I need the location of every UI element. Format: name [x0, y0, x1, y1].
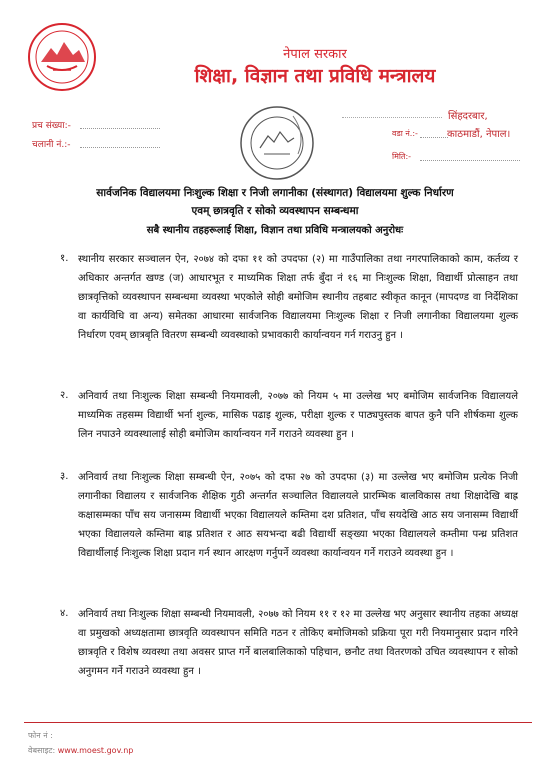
subject-line-1: सार्वजनिक विद्यालयमा निःशुल्क शिक्षा र निजी लगानीका (संस्थागत) विद्यालयमा शुल्क निर्धारण: [96, 187, 454, 199]
dispatch-number-label: चलानी नं.:-: [32, 140, 71, 150]
paragraph-number: ४.: [60, 608, 69, 619]
footer-divider: [24, 722, 532, 723]
address-label: [342, 112, 442, 120]
website-link[interactable]: www.moest.gov.np: [57, 746, 134, 755]
addressee-line: सबै स्थानीय तहहरूलाई शिक्षा, विज्ञान तथा प्रविधि मन्त्रालयको अनुरोधः: [146, 225, 404, 236]
reference-number-line: [80, 128, 160, 129]
paragraph-number: २.: [60, 390, 69, 401]
paragraph-number: ३.: [60, 471, 69, 482]
subject-line-2: एवम् छात्रवृति र सोको व्यवस्थापन सम्बन्धमा: [191, 205, 359, 217]
official-stamp-icon: [238, 104, 316, 182]
ward-value: काठमाडौं, नेपाल।: [447, 129, 511, 140]
paragraph-text: अनिवार्य तथा निःशुल्क शिक्षा सम्बन्धी नियमावली, २०७७ को नियम ११ र १२ मा उल्लेख भए अनुसार स्थानीय तहका अध्यक्ष वा प्रमुखको अध्यक्षतामा छात्रवृति व्यवस्थापन समिति गठन र तोकिए बमोजिमको प्रक्रिया पूरा गरी नियमानुसार प्रदान गरिने छात्रवृति र विशेष व्यवस्था तथा अवसर प्राप्त गर्ने बालबालिकाको पहिचान, छनौट तथा वितरणको उचित व्यवस्थापन र सोको अनुगमन गर्ने गराउने व्यवस्था हुन ।: [78, 609, 518, 677]
dispatch-number-line: [80, 147, 160, 148]
ward-line: [420, 137, 448, 138]
government-name: नेपाल सरकार: [283, 47, 347, 62]
ward-label: वडा नं.:-: [392, 129, 418, 138]
paragraph-text: स्थानीय सरकार सञ्चालन ऐन, २०७४ को दफा ११ को उपदफा (२) मा गाउँपालिका तथा नगरपालिकाको काम, कर्तव्य र अधिकार अन्तर्गत खण्ड (ज) आधारभूत र माध्यमिक शिक्षा तर्फ बुँदा नं १६ मा निःशुल्क शिक्षा, विद्यार्थी प्रोत्साहन तथा छात्रवृत्तिको व्यवस्थापन सम्बन्धमा व्यवस्था भएकोले सोही बमोजिम स्थानीय तहबाट स्वीकृत कानून (मापदण्ड वा निर्देशिका वा कार्यविधि वा अन्य) समेतका आधारमा सार्वजनिक विद्यालयमा निःशुल्क शिक्षा र निजी लगानीका विद्यालयमा शुल्क निर्धारण एवम् छात्रबृति वितरण सम्बन्धी व्यवस्थाको प्रभावकारी कार्यान्वयन गर्न गराउनु हुन ।: [78, 254, 518, 341]
website-label: वेबसाइट:: [28, 746, 56, 755]
paragraph-number: १.: [60, 253, 69, 264]
address-value: सिंहदरबार,: [448, 111, 488, 122]
date-line: [420, 160, 520, 161]
reference-number-label: प्रच संख्या:-: [32, 121, 71, 131]
website-row: [28, 745, 133, 756]
ministry-name: शिक्षा, विज्ञान तथा प्रविधि मन्त्रालय: [194, 65, 436, 87]
paragraph-text: अनिवार्य तथा निःशुल्क शिक्षा सम्बन्धी नियमावली, २०७७ को नियम ५ मा उल्लेख भए बमोजिम सार्वजनिक विद्यालयले माध्यमिक तहसम्म विद्यार्थी भर्ना शुल्क, मासिक पढाइ शुल्क, परीक्षा शुल्क र पाठ्यपुस्तक बापत कुनै पनि शीर्षकमा शुल्क लिन नपाउने व्यवस्थालाई सोही बमोजिम कार्यान्वयन गर्ने गराउने व्यवस्था हुन ।: [78, 391, 518, 440]
date-label: मिति:-: [392, 152, 412, 161]
phone-label: फोन नं :: [28, 731, 53, 740]
paragraph-text: अनिवार्य तथा निःशुल्क शिक्षा सम्बन्धी ऐन, २०७५ को दफा २७ को उपदफा (३) मा उल्लेख भए बमोजिम प्रत्येक निजी लगानीका विद्यालय र सार्वजनिक शैक्षिक गुठी अन्तर्गत सञ्चालित विद्यालयले प्रारम्भिक बालविकास तथा शिक्षादेखि बाह्र कक्षासम्मका पाँच सय जनासम्म विद्यार्थी भएका विद्यालयले कम्तिमा दश प्रतिशत, पाँच सयदेखि आठ सय जनासम्म विद्यार्थी भएका विद्यालयले कम्तिमा बाह्र प्रतिशत र आठ सयभन्दा बढी विद्यार्थी सङ्ख्या भएका विद्यालयले कम्तीमा पन्ध्र प्रतिशत विद्यार्थीलाई निःशुल्क शिक्षा प्रदान गर्न स्थान आरक्षण गर्नुपर्ने व्यवस्था कार्यान्वयन गर्ने गराउने व्यवस्था हुन ।: [78, 472, 518, 559]
